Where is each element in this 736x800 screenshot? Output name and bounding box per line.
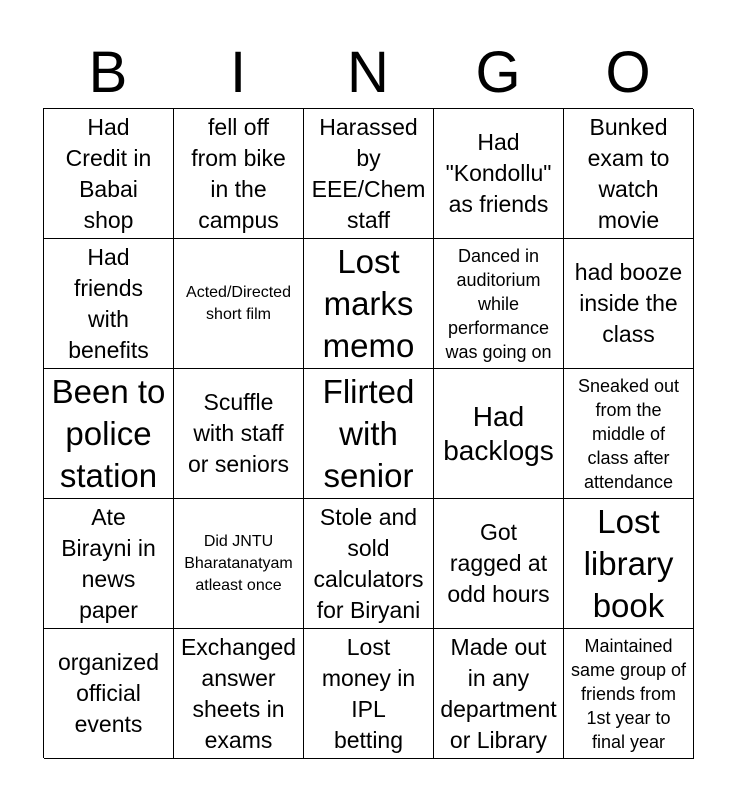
- cell-label: Been to police station: [51, 372, 166, 494]
- cell-label: Bunked exam to watch movie: [587, 113, 670, 233]
- cell-label: Lost money in IPL betting: [321, 633, 416, 753]
- bingo-cell-r3c2[interactable]: [174, 369, 304, 499]
- cell-label: Did JNTU Bharatanatyam atleast once: [184, 532, 293, 594]
- bingo-cell-r3c3[interactable]: [304, 369, 434, 499]
- bingo-cell-r5c3[interactable]: [304, 629, 434, 759]
- bingo-cell-r2c1[interactable]: [44, 239, 174, 369]
- cell-label: Flirted with senior: [322, 372, 415, 494]
- bingo-cell-r4c5[interactable]: [564, 499, 694, 629]
- cell-label: Lost library book: [583, 502, 674, 624]
- header-letter-g: G: [475, 40, 521, 105]
- bingo-cell-r3c5[interactable]: [564, 369, 694, 499]
- cell-label: Had backlogs: [443, 400, 554, 466]
- header-letter-n: N: [347, 40, 389, 105]
- bingo-cell-r1c2[interactable]: [174, 109, 304, 239]
- bingo-cell-r4c4[interactable]: [434, 499, 564, 629]
- bingo-cell-r2c3[interactable]: [304, 239, 434, 369]
- bingo-header: [43, 38, 693, 108]
- bingo-cell-r5c1[interactable]: [44, 629, 174, 759]
- bingo-cell-r2c5[interactable]: [564, 239, 694, 369]
- cell-label: Got ragged at odd hours: [447, 519, 550, 607]
- header-letter-b: B: [88, 40, 128, 105]
- bingo-cell-r3c1[interactable]: [44, 369, 174, 499]
- bingo-cell-r5c2[interactable]: [174, 629, 304, 759]
- cell-label: Ate Birayni in news paper: [61, 503, 156, 623]
- bingo-cell-r2c2[interactable]: [174, 239, 304, 369]
- bingo-board: [43, 108, 693, 758]
- cell-label: Acted/Directed short film: [186, 283, 291, 323]
- bingo-cell-r5c4[interactable]: [434, 629, 564, 759]
- bingo-cell-r2c4[interactable]: [434, 239, 564, 369]
- bingo-cell-r5c5[interactable]: [564, 629, 694, 759]
- cell-label: Maintained same group of friends from 1st year to final year: [570, 635, 687, 752]
- cell-label: Had "Kondollu" as friends: [445, 129, 552, 217]
- bingo-cell-r1c5[interactable]: [564, 109, 694, 239]
- cell-label: had booze inside the class: [574, 259, 683, 347]
- header-letter-i: I: [229, 40, 247, 105]
- bingo-cell-r4c1[interactable]: [44, 499, 174, 629]
- cell-label: Exchanged answer sheets in exams: [180, 633, 297, 753]
- bingo-cell-r1c4[interactable]: [434, 109, 564, 239]
- header-letter-o: O: [605, 40, 651, 105]
- cell-label: Harassed by EEE/Chem staff: [311, 113, 426, 233]
- cell-label: Lost marks memo: [322, 242, 415, 364]
- bingo-cell-r3c4[interactable]: [434, 369, 564, 499]
- cell-label: Scuffle with staff or seniors: [188, 389, 289, 477]
- cell-label: fell off from bike in the campus: [191, 113, 286, 233]
- cell-label: organized official events: [57, 649, 160, 737]
- bingo-cell-r1c3[interactable]: [304, 109, 434, 239]
- cell-label: Made out in any department or Library: [440, 633, 557, 753]
- cell-label: Had Credit in Babai shop: [65, 113, 152, 233]
- bingo-cell-r4c3[interactable]: [304, 499, 434, 629]
- bingo-cell-r4c2[interactable]: [174, 499, 304, 629]
- cell-label: Sneaked out from the middle of class after attendance: [577, 375, 680, 492]
- cell-label: Had friends with benefits: [68, 243, 149, 363]
- bingo-cell-r1c1[interactable]: [44, 109, 174, 239]
- cell-label: Danced in auditorium while performance was going on: [445, 245, 552, 362]
- cell-label: Stole and sold calculators for Biryani: [313, 503, 424, 623]
